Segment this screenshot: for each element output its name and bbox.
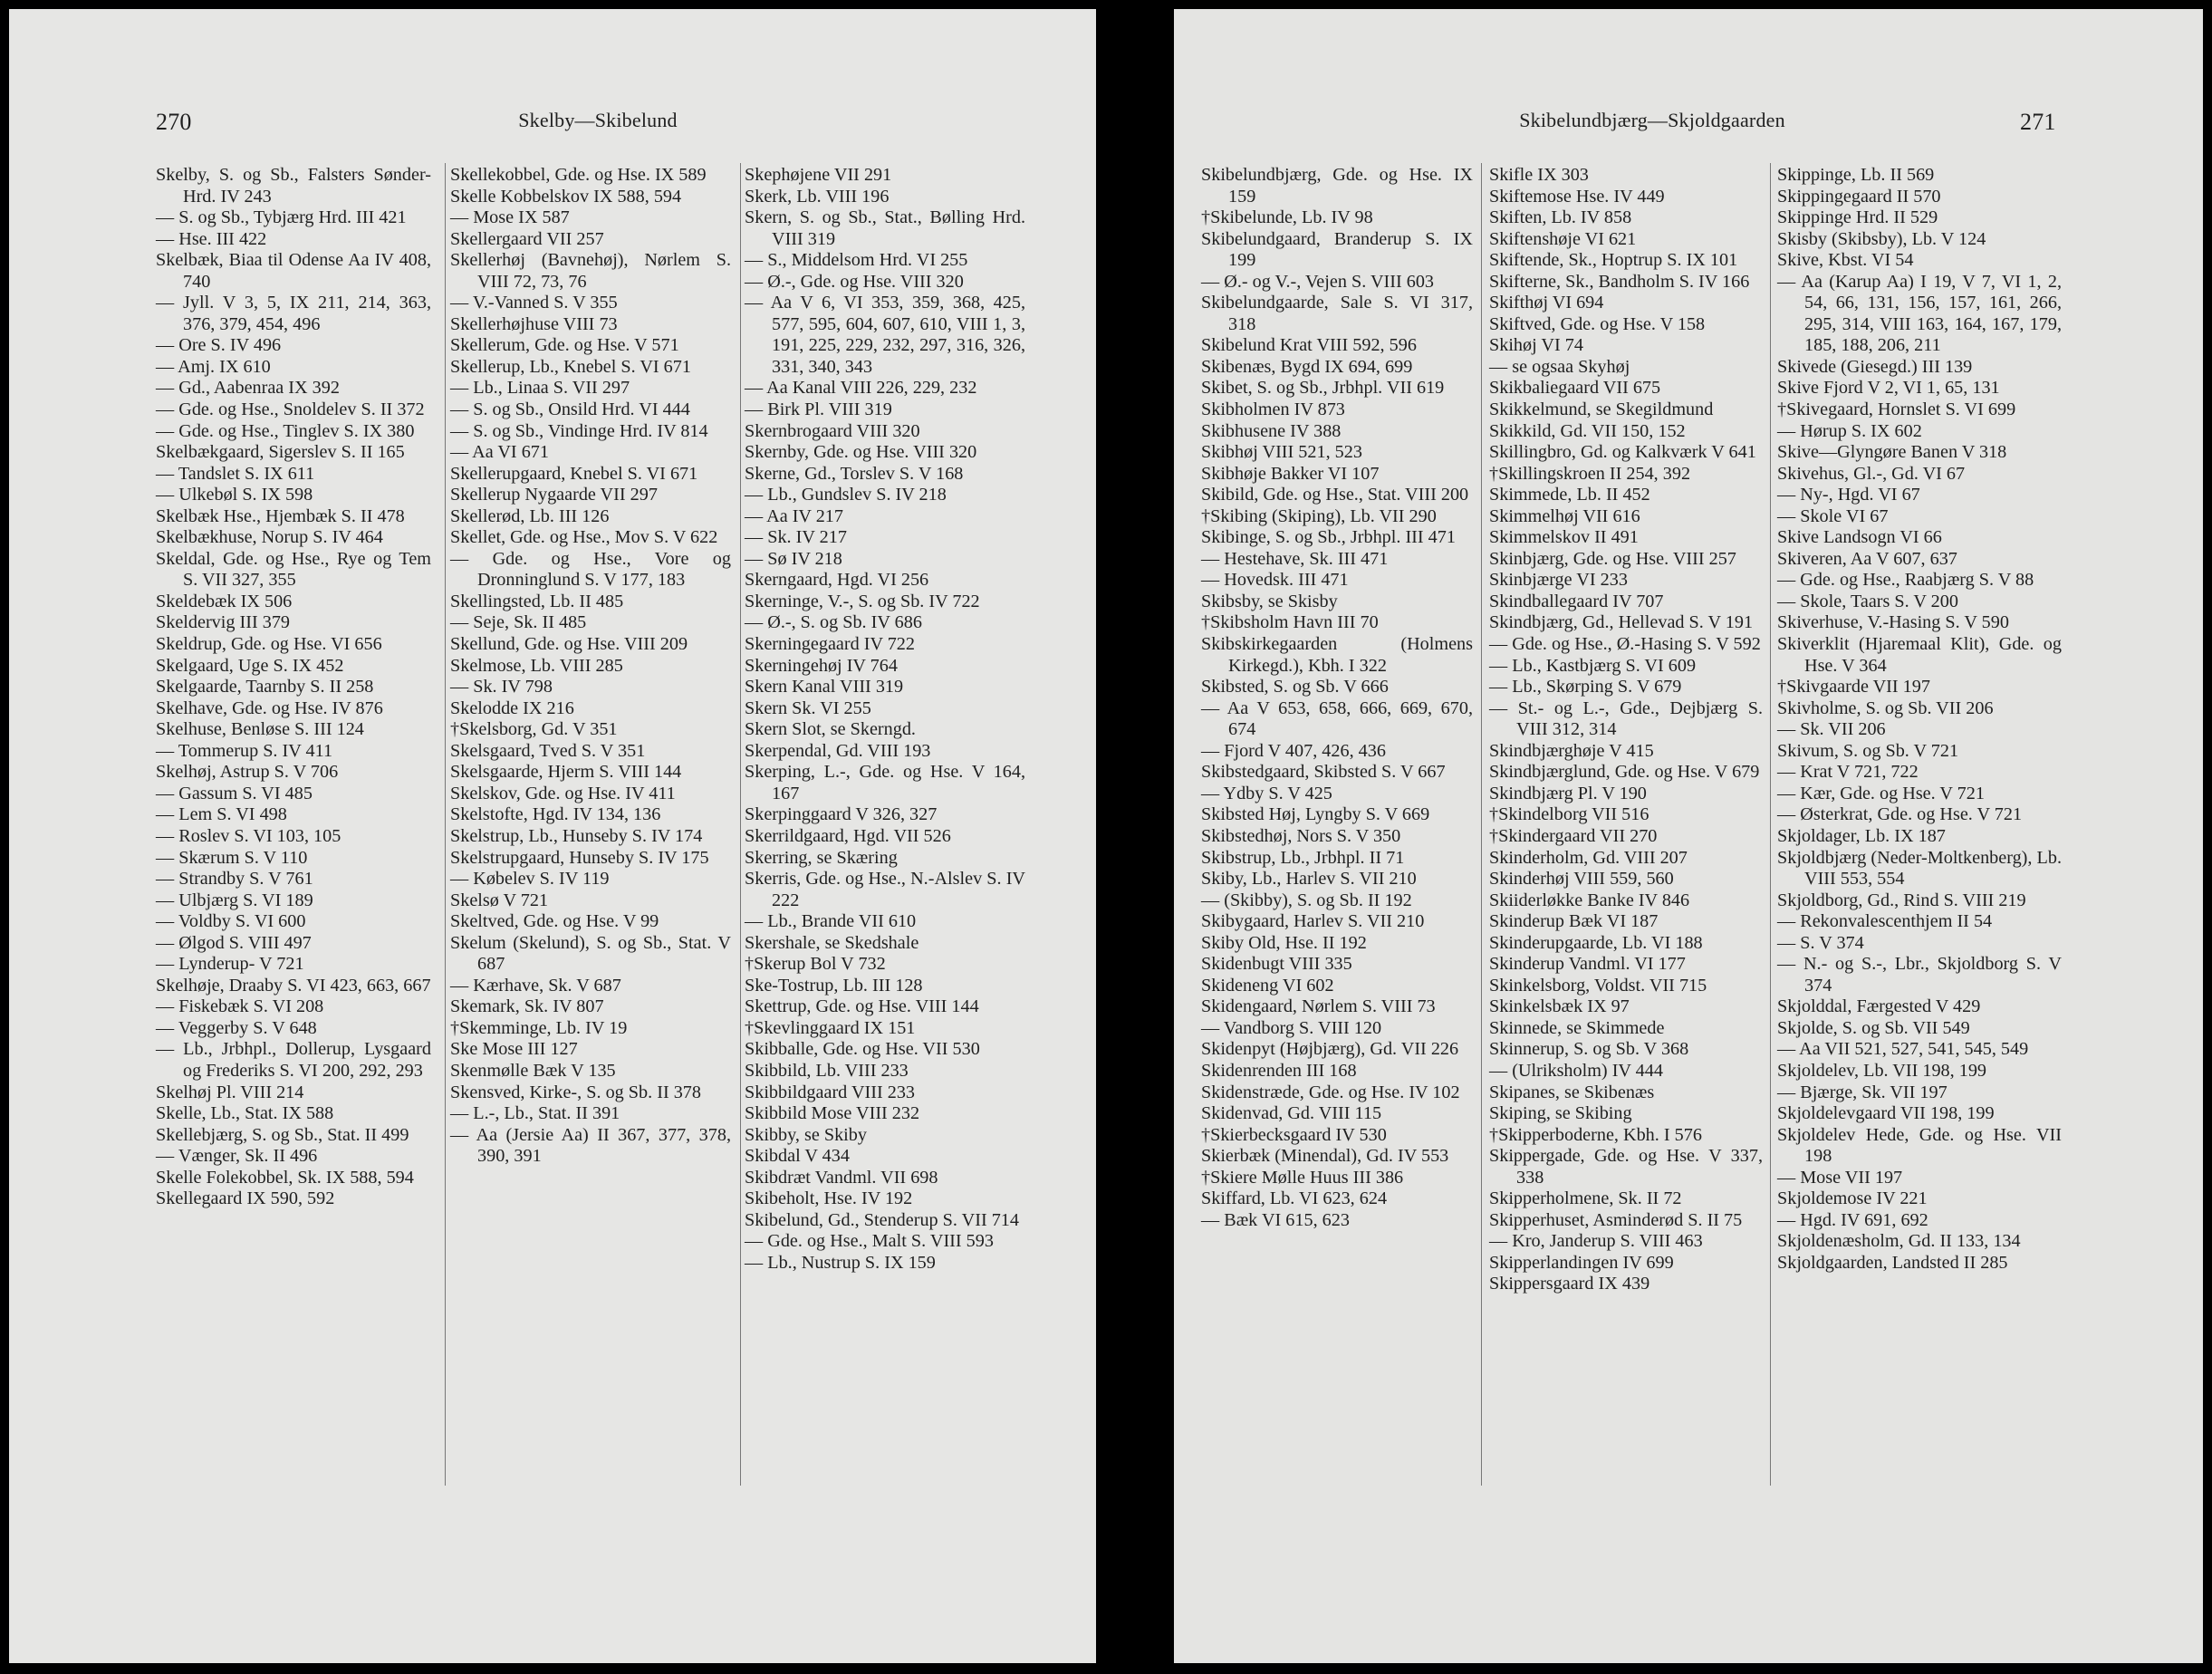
index-entry: — Mose IX 587 <box>450 207 570 228</box>
index-entry: Skjoldborg, Gd., Rind S. VIII 219 <box>1777 890 2026 910</box>
index-entry: Skjoldager, Lb. IX 187 <box>1777 825 1946 846</box>
index-entry: Skidengaard, Nørlem S. VIII 73 <box>1201 996 1436 1017</box>
index-entry: Skershale, se Skedshale <box>745 932 919 953</box>
index-entry: — Aa V 653, 658, 666, 669, 670, 674 <box>1201 698 1473 740</box>
index-entry: Skisby (Skibsby), Lb. V 124 <box>1777 228 1986 249</box>
index-entry: — S. og Sb., Vindinge Hrd. IV 814 <box>450 420 708 441</box>
index-entry: Skikbaliegaard VII 675 <box>1489 378 1661 399</box>
index-entry: Skibdræt Vandml. VII 698 <box>745 1167 938 1188</box>
index-entry: †Skiere Mølle Huus III 386 <box>1201 1167 1404 1188</box>
index-entry: Skibsby, se Skisby <box>1201 591 1338 611</box>
index-entry: — Gde. og Hse., Vore og Dronninglund S. V 177, 183 <box>450 548 731 591</box>
index-entry: — Ø.-, Gde. og Hse. VIII 320 <box>745 271 964 292</box>
index-entry: — Sk. VII 206 <box>1777 719 1886 740</box>
index-entry: Skelgaarde, Taarnby S. II 258 <box>156 677 374 698</box>
index-entry: — Skole VI 67 <box>1777 505 1889 526</box>
index-entry: Skern Sk. VI 255 <box>745 698 871 718</box>
index-entry: †Skipperboderne, Kbh. I 576 <box>1489 1124 1702 1145</box>
running-head: Skelby—Skibelund <box>518 109 678 131</box>
index-entry: Skinnede, se Skimmede <box>1489 1017 1665 1038</box>
index-entry: — Gde. og Hse., Ø.-Hasing S. V 592 <box>1489 634 1761 655</box>
index-entry: — Gde. og Hse., Raabjærg S. V 88 <box>1777 570 2034 591</box>
index-entry: — V.-Vanned S. V 355 <box>450 293 618 313</box>
index-entry: Ske-Tostrup, Lb. III 128 <box>745 975 923 996</box>
index-entry: Skibelundgaarde, Sale S. VI 317, 318 <box>1201 293 1473 334</box>
index-entry: Skibelundgaard, Branderup S. IX 199 <box>1201 228 1473 271</box>
index-entry: Skive Fjord V 2, VI 1, 65, 131 <box>1777 378 2000 399</box>
index-entry: Skiftenshøje VI 621 <box>1489 228 1637 249</box>
index-entry: Skelsgaarde, Hjerm S. VIII 144 <box>450 762 682 783</box>
index-entry: — Hørup S. IX 602 <box>1777 420 1922 441</box>
index-entry: Skettrup, Gde. og Hse. VIII 144 <box>745 996 979 1017</box>
index-entry: Skelbækgaard, Sigerslev S. II 165 <box>156 442 405 463</box>
index-entry: Skierbæk (Minendal), Gd. IV 553 <box>1201 1146 1449 1167</box>
index-entry: Skellund, Gde. og Hse. VIII 209 <box>450 634 688 655</box>
left-page <box>9 9 1096 1663</box>
index-entry: Skinkelsborg, Voldst. VII 715 <box>1489 975 1707 996</box>
index-entry: Skibbildgaard VIII 233 <box>745 1082 916 1102</box>
index-entry: Skelstofte, Hgd. IV 134, 136 <box>450 804 661 825</box>
index-entry: — Hgd. IV 691, 692 <box>1777 1209 1928 1230</box>
index-entry: — Lem S. VI 498 <box>156 804 287 825</box>
index-entry: Skibenæs, Bygd IX 694, 699 <box>1201 356 1413 377</box>
index-entry: †Skerup Bol V 732 <box>745 954 886 975</box>
index-entry: †Skillingskroen II 254, 392 <box>1489 463 1691 484</box>
index-entry: Skiftved, Gde. og Hse. V 158 <box>1489 313 1706 334</box>
index-entry: Skern Kanal VIII 319 <box>745 677 904 698</box>
index-entry: Skerring, se Skæring <box>745 847 898 868</box>
index-entry: — (Ulriksholm) IV 444 <box>1489 1060 1663 1081</box>
index-entry: Skiftende, Sk., Hoptrup S. IX 101 <box>1489 250 1738 271</box>
index-entry: Skive Landsogn VI 66 <box>1777 527 1942 548</box>
index-entry: — Aa Kanal VIII 226, 229, 232 <box>745 378 977 399</box>
index-entry: — Mose VII 197 <box>1777 1167 1903 1188</box>
index-entry: †Skibsholm Havn III 70 <box>1201 612 1379 633</box>
index-entry: — Aa VI 671 <box>450 442 549 463</box>
index-entry: Skiby Old, Hse. II 192 <box>1201 932 1367 953</box>
index-entry: Skiftemose Hse. IV 449 <box>1489 186 1665 207</box>
index-entry: Skeltved, Gde. og Hse. V 99 <box>450 911 659 932</box>
index-entry: Skern Slot, se Skerngd. <box>745 719 916 740</box>
index-entry: — Aa (Karup Aa) I 19, V 7, VI 1, 2, 54, 66, 131, 156, 157, 161, 266, 295, 314, VIII 163, 164, 167, 179, 185, 188, 206, 211 <box>1777 271 2062 356</box>
index-entry: Skerne, Gd., Torslev S. V 168 <box>745 463 964 484</box>
index-entry: — Ore S. IV 496 <box>156 335 282 356</box>
index-entry: †Skindergaard VII 270 <box>1489 825 1658 846</box>
index-entry: — Lb., Kastbjærg S. VI 609 <box>1489 655 1697 676</box>
index-entry: Skelhøje, Draaby S. VI 423, 663, 667 <box>156 975 431 996</box>
index-entry: — Skærum S. V 110 <box>156 847 308 868</box>
index-entry: — Kærhave, Sk. V 687 <box>450 975 621 996</box>
index-entry: Skibelund, Gd., Stenderup S. VII 714 <box>745 1209 1019 1230</box>
index-entry: Skipanes, se Skibenæs <box>1489 1082 1655 1102</box>
index-entry: Skibbild, Lb. VIII 233 <box>745 1060 909 1081</box>
index-entry: — St.- og L.-, Gde., Dejbjærg S. VIII 312, 314 <box>1489 698 1763 740</box>
index-entry: Skidenrenden III 168 <box>1201 1060 1357 1081</box>
index-entry: — Lb., Brande VII 610 <box>745 911 917 932</box>
index-entry: — Lb., Linaa S. VII 297 <box>450 378 630 399</box>
index-entry: Skindbjærg Pl. V 190 <box>1489 783 1647 803</box>
index-entry: Skerninge, V.-, S. og Sb. IV 722 <box>745 591 980 611</box>
index-entry: — Lb., Jrbhpl., Dollerup, Lysgaard og Frederiks S. VI 200, 292, 293 <box>156 1039 431 1081</box>
index-entry: †Skibing (Skiping), Lb. VII 290 <box>1201 505 1437 526</box>
index-entry: — S. V 374 <box>1777 932 1864 953</box>
index-entry: Skern, S. og Sb., Stat., Bølling Hrd. VIII 319 <box>745 207 1025 249</box>
index-entry: — Birk Pl. VIII 319 <box>745 399 892 420</box>
index-entry: — (Skibby), S. og Sb. II 192 <box>1201 890 1412 910</box>
column-rule <box>1481 163 1482 1486</box>
index-entry: Skindbjærghøje V 415 <box>1489 740 1654 761</box>
index-entry: Skimmede, Lb. II 452 <box>1489 485 1650 505</box>
index-entry: — Lb., Skørping S. V 679 <box>1489 677 1682 698</box>
index-entry: Skelmose, Lb. VIII 285 <box>450 655 623 676</box>
index-entry: Skippersgaard IX 439 <box>1489 1274 1650 1294</box>
index-entry: Skinnerup, S. og Sb. V 368 <box>1489 1039 1689 1060</box>
index-entry: — Bæk VI 615, 623 <box>1201 1209 1350 1230</box>
index-entry: — Ø.-, S. og Sb. IV 686 <box>745 612 922 633</box>
index-entry: Skikkild, Gd. VII 150, 152 <box>1489 420 1686 441</box>
index-column <box>450 165 731 1168</box>
index-entry: Skelbækhuse, Norup S. IV 464 <box>156 527 383 548</box>
index-entry: Skjoldenæsholm, Gd. II 133, 134 <box>1777 1231 2021 1252</box>
index-entry: †Skivegaard, Hornslet S. VI 699 <box>1777 399 2016 420</box>
index-entry: Skinderhøj VIII 559, 560 <box>1489 869 1674 890</box>
index-entry: Skiveren, Aa V 607, 637 <box>1777 548 1957 569</box>
index-entry: — Gde. og Hse., Tinglev S. IX 380 <box>156 420 415 441</box>
index-entry: Skelbæk, Biaa til Odense Aa IV 408, 740 <box>156 250 431 292</box>
column-rule <box>1770 163 1771 1486</box>
index-entry: Skjoldelevgaard VII 198, 199 <box>1777 1103 1995 1124</box>
index-entry: Skellerupgaard, Knebel S. VI 671 <box>450 463 698 484</box>
index-entry: — Sk. IV 217 <box>745 527 847 548</box>
index-entry: — Hestehave, Sk. III 471 <box>1201 548 1389 569</box>
index-entry: †Skelsborg, Gd. V 351 <box>450 719 618 740</box>
index-entry: — Sø IV 218 <box>745 548 842 569</box>
index-entry: — Strandby S. V 761 <box>156 869 313 890</box>
index-entry: — Bjærge, Sk. VII 197 <box>1777 1082 1948 1102</box>
index-entry: Skjoldbjærg (Neder-Moltkenberg), Lb. VIII 553, 554 <box>1777 847 2062 890</box>
index-entry: — Skole, Taars S. V 200 <box>1777 591 1958 611</box>
index-entry: Skivehus, Gl.-, Gd. VI 67 <box>1777 463 1966 484</box>
index-column <box>745 165 1025 1274</box>
index-entry: †Skevlinggaard IX 151 <box>745 1017 916 1038</box>
index-entry: Skibhøje Bakker VI 107 <box>1201 463 1380 484</box>
index-entry: Skelodde IX 216 <box>450 698 574 718</box>
index-entry: — Ydby S. V 425 <box>1201 783 1332 803</box>
index-column <box>1489 165 1763 1295</box>
index-entry: Skillingbro, Gd. og Kalkværk V 641 <box>1489 442 1756 463</box>
index-entry: †Skindelborg VII 516 <box>1489 804 1649 825</box>
index-entry: Skelhøj, Astrup S. V 706 <box>156 762 339 783</box>
index-entry: Skivede (Giesegd.) III 139 <box>1777 356 1973 377</box>
index-entry: Skivholme, S. og Sb. VII 206 <box>1777 698 1994 718</box>
index-entry: — Seje, Sk. II 485 <box>450 612 587 633</box>
index-entry: — N.- og S.-, Lbr., Skjoldborg S. V 374 <box>1777 954 2062 996</box>
index-entry: Skjolde, S. og Sb. VII 549 <box>1777 1017 1970 1038</box>
index-entry: Skinderholm, Gd. VIII 207 <box>1489 847 1688 868</box>
index-entry: Skibhusene IV 388 <box>1201 420 1342 441</box>
index-entry: Skibby, se Skiby <box>745 1124 867 1145</box>
index-entry: — Roslev S. VI 103, 105 <box>156 825 341 846</box>
index-entry: — Kær, Gde. og Hse. V 721 <box>1777 783 1985 803</box>
index-entry: — se ogsaa Skyhøj <box>1489 356 1630 377</box>
index-entry: Skidenvad, Gd. VIII 115 <box>1201 1103 1382 1124</box>
index-entry: Skindbjærglund, Gde. og Hse. V 679 <box>1489 762 1760 783</box>
index-column <box>156 165 431 1210</box>
index-entry: Skernbrogaard VIII 320 <box>745 420 920 441</box>
index-entry: Skellebjærg, S. og Sb., Stat. II 499 <box>156 1124 409 1145</box>
index-entry: Ske Mose III 127 <box>450 1039 578 1060</box>
index-entry: Skeldal, Gde. og Hse., Rye og Tem S. VII 327, 355 <box>156 548 431 591</box>
index-entry: Skerrildgaard, Hgd. VII 526 <box>745 825 951 846</box>
page-number: 271 <box>2020 109 2056 135</box>
index-entry: Skjoldelev Hede, Gde. og Hse. VII 198 <box>1777 1124 2062 1167</box>
index-entry: Skellingsted, Lb. II 485 <box>450 591 624 611</box>
index-entry: Skibballe, Gde. og Hse. VII 530 <box>745 1039 980 1060</box>
index-entry: — Aa V 6, VI 353, 359, 368, 425, 577, 595, 604, 607, 610, VIII 1, 3, 191, 225, 229, 232, 297, 316, 326, 331, 340, 343 <box>745 293 1025 377</box>
index-entry: Skerpinggaard V 326, 327 <box>745 804 938 825</box>
index-entry: — Købelev S. IV 119 <box>450 869 610 890</box>
index-entry: — Lynderup- V 721 <box>156 954 304 975</box>
index-entry: Skerningegaard IV 722 <box>745 634 915 655</box>
index-entry: Skindbjærg, Gd., Hellevad S. V 191 <box>1489 612 1754 633</box>
index-entry: — Gde. og Hse., Snoldelev S. II 372 <box>156 399 425 420</box>
page-number: 270 <box>156 109 192 135</box>
index-column <box>1201 165 1473 1231</box>
index-entry: — Veggerby S. V 648 <box>156 1017 317 1038</box>
index-entry: Skeldrup, Gde. og Hse. VI 656 <box>156 634 382 655</box>
index-entry: Skiffard, Lb. VI 623, 624 <box>1201 1188 1388 1209</box>
index-entry: Skibstedgaard, Skibsted S. V 667 <box>1201 762 1446 783</box>
index-entry: Skihøj VI 74 <box>1489 335 1583 356</box>
index-entry: Skibild, Gde. og Hse., Stat. VIII 200 <box>1201 485 1469 505</box>
index-entry: Skiverklit (Hjaremaal Klit), Gde. og Hse. V 364 <box>1777 634 2062 676</box>
index-entry: Skellerhøjhuse VIII 73 <box>450 313 618 334</box>
index-entry: — Fjord V 407, 426, 436 <box>1201 740 1386 761</box>
index-entry: Skiiderløkke Banke IV 846 <box>1489 890 1690 910</box>
index-entry: — Ølgod S. VIII 497 <box>156 932 312 953</box>
index-entry: Skelum (Skelund), S. og Sb., Stat. V 687 <box>450 932 731 975</box>
index-entry: Skinderupgaarde, Lb. VI 188 <box>1489 932 1703 953</box>
index-entry: — Aa (Jersie Aa) II 367, 377, 378, 390, 391 <box>450 1124 731 1167</box>
index-entry: Skifle IX 303 <box>1489 165 1589 185</box>
index-entry: Skernby, Gde. og Hse. VIII 320 <box>745 442 977 463</box>
index-entry: Skinkelsbæk IX 97 <box>1489 996 1630 1017</box>
index-entry: Skippingegaard II 570 <box>1777 186 1941 207</box>
index-entry: Skibbild Mose VIII 232 <box>745 1103 920 1124</box>
index-entry: Skippinge Hrd. II 529 <box>1777 207 1938 228</box>
index-entry: Skidenstræde, Gde. og Hse. IV 102 <box>1201 1082 1460 1102</box>
index-entry: Skifterne, Sk., Bandholm S. IV 166 <box>1489 271 1750 292</box>
index-entry: — Aa IV 217 <box>745 505 843 526</box>
index-entry: — Ny-, Hgd. VI 67 <box>1777 485 1920 505</box>
index-entry: Skenmølle Bæk V 135 <box>450 1060 616 1081</box>
index-entry: Skellerup, Lb., Knebel S. VI 671 <box>450 356 691 377</box>
index-entry: Skelle, Lb., Stat. IX 588 <box>156 1103 334 1124</box>
index-entry: — Vandborg S. VIII 120 <box>1201 1017 1382 1038</box>
running-head: Skibelundbjærg—Skjoldgaarden <box>1519 109 1785 131</box>
index-entry: Skellerød, Lb. III 126 <box>450 505 610 526</box>
index-entry: Skibstrup, Lb., Jrbhpl. II 71 <box>1201 847 1405 868</box>
index-entry: Skellerum, Gde. og Hse. V 571 <box>450 335 679 356</box>
index-entry: — Tommerup S. IV 411 <box>156 740 333 761</box>
index-entry: Skibhøj VIII 521, 523 <box>1201 442 1362 463</box>
index-entry: †Skemminge, Lb. IV 19 <box>450 1017 628 1038</box>
index-entry: Skerping, L.-, Gde. og Hse. V 164, 167 <box>745 762 1025 803</box>
index-entry: Skeldervig III 379 <box>156 612 291 633</box>
index-entry: Skjoldemose IV 221 <box>1777 1188 1928 1209</box>
index-entry: Skelhøj Pl. VIII 214 <box>156 1082 304 1102</box>
index-entry: Skipperlandingen IV 699 <box>1489 1252 1674 1273</box>
column-rule <box>740 163 741 1486</box>
index-entry: — S. og Sb., Onsild Hrd. VI 444 <box>450 399 690 420</box>
index-entry: Skephøjene VII 291 <box>745 165 892 185</box>
index-entry: Skibet, S. og Sb., Jrbhpl. VII 619 <box>1201 378 1445 399</box>
index-entry: — Hse. III 422 <box>156 228 267 249</box>
index-entry: Skelbæk Hse., Hjembæk S. II 478 <box>156 505 405 526</box>
index-entry: Skibeholt, Hse. IV 192 <box>745 1188 913 1209</box>
index-entry: Skelle Folekobbel, Sk. IX 588, 594 <box>156 1167 414 1188</box>
index-entry: Skelhuse, Benløse S. III 124 <box>156 719 364 740</box>
index-entry: — Vænger, Sk. II 496 <box>156 1146 318 1167</box>
index-entry: Skibdal V 434 <box>745 1146 850 1167</box>
index-entry: — Krat V 721, 722 <box>1777 762 1919 783</box>
index-entry: — Sk. IV 798 <box>450 677 553 698</box>
index-entry: — Rekonvalescenthjem II 54 <box>1777 911 1993 932</box>
index-entry: Skibsted, S. og Sb. V 666 <box>1201 677 1389 698</box>
index-entry: Skensved, Kirke-, S. og Sb. II 378 <box>450 1082 701 1102</box>
index-entry: — Ulbjærg S. VI 189 <box>156 890 313 910</box>
index-entry: — Ø.- og V.-, Vejen S. VIII 603 <box>1201 271 1435 292</box>
index-entry: Skelstrupgaard, Hunseby S. IV 175 <box>450 847 709 868</box>
index-entry: Skifthøj VI 694 <box>1489 293 1604 313</box>
index-entry: Skerris, Gde. og Hse., N.-Alslev S. IV 222 <box>745 869 1025 910</box>
index-entry: — Voldby S. VI 600 <box>156 911 306 932</box>
index-entry: Skippinge, Lb. II 569 <box>1777 165 1935 185</box>
index-entry: Skive, Kbst. VI 54 <box>1777 250 1914 271</box>
index-entry: Skinbjærg, Gde. og Hse. VIII 257 <box>1489 548 1736 569</box>
index-entry: Skidenpyt (Højbjærg), Gd. VII 226 <box>1201 1039 1459 1060</box>
index-entry: Skimmelhøj VII 616 <box>1489 505 1640 526</box>
index-entry: — Kro, Janderup S. VIII 463 <box>1489 1231 1703 1252</box>
index-entry: Skellegaard IX 590, 592 <box>156 1188 335 1209</box>
index-entry: Skiverhuse, V.-Hasing S. V 590 <box>1777 612 2009 633</box>
index-entry: Skinbjærge VI 233 <box>1489 570 1628 591</box>
index-entry: †Skivgaarde VII 197 <box>1777 677 1930 698</box>
index-entry: Skellekobbel, Gde. og Hse. IX 589 <box>450 165 707 185</box>
index-column <box>1777 165 2062 1274</box>
index-entry: — Lb., Gundslev S. IV 218 <box>745 485 947 505</box>
index-entry: Skjoldgaarden, Landsted II 285 <box>1777 1252 2008 1273</box>
index-entry: Skibstedhøj, Nors S. V 350 <box>1201 825 1401 846</box>
column-rule <box>445 163 446 1486</box>
index-entry: †Skierbecksgaard IV 530 <box>1201 1124 1387 1145</box>
index-entry: Skippergade, Gde. og Hse. V 337, 338 <box>1489 1146 1763 1188</box>
index-entry: Skinderup Bæk VI 187 <box>1489 911 1659 932</box>
index-entry: Skindballegaard IV 707 <box>1489 591 1664 611</box>
index-entry: Skibinge, S. og Sb., Jrbhpl. III 471 <box>1201 527 1456 548</box>
index-entry: Skerpendal, Gd. VIII 193 <box>745 740 931 761</box>
index-entry: Skibholmen IV 873 <box>1201 399 1345 420</box>
index-entry: Skelhave, Gde. og Hse. IV 876 <box>156 698 383 718</box>
index-entry: Skelsgaard, Tved S. V 351 <box>450 740 646 761</box>
index-entry: Skelby, S. og Sb., Falsters Sønder-Hrd. IV 243 <box>156 165 431 207</box>
index-entry: Skibsted Høj, Lyngby S. V 669 <box>1201 804 1430 825</box>
book-gutter <box>1096 0 1174 1674</box>
index-entry: — Gassum S. VI 485 <box>156 783 313 803</box>
index-entry: Skibelund Krat VIII 592, 596 <box>1201 335 1417 356</box>
index-entry: — Gde. og Hse., Malt S. VIII 593 <box>745 1231 994 1252</box>
index-entry: Skellergaard VII 257 <box>450 228 604 249</box>
index-entry: †Skibelunde, Lb. IV 98 <box>1201 207 1373 228</box>
index-entry: Skipperholmene, Sk. II 72 <box>1489 1188 1682 1209</box>
index-entry: — Fiskebæk S. VI 208 <box>156 996 324 1017</box>
index-entry: Skelstrup, Lb., Hunseby S. IV 174 <box>450 825 703 846</box>
index-entry: Skelsø V 721 <box>450 890 549 910</box>
index-entry: Skellet, Gde. og Hse., Mov S. V 622 <box>450 527 718 548</box>
index-entry: — S. og Sb., Tybjærg Hrd. III 421 <box>156 207 407 228</box>
index-entry: Skideneng VI 602 <box>1201 975 1334 996</box>
index-entry: Skinderup Vandml. VI 177 <box>1489 954 1686 975</box>
index-entry: — Østerkrat, Gde. og Hse. V 721 <box>1777 804 2023 825</box>
index-entry: Skiften, Lb. IV 858 <box>1489 207 1632 228</box>
index-entry: — Amj. IX 610 <box>156 356 271 377</box>
index-entry: — Aa VII 521, 527, 541, 545, 549 <box>1777 1039 2029 1060</box>
index-entry: Skikkelmund, se Skegildmund <box>1489 399 1714 420</box>
index-entry: — Gd., Aabenraa IX 392 <box>156 378 340 399</box>
index-entry: Skidenbugt VIII 335 <box>1201 954 1352 975</box>
index-entry: Skerngaard, Hgd. VI 256 <box>745 570 929 591</box>
index-entry: — L.-, Lb., Stat. II 391 <box>450 1103 620 1124</box>
index-entry: Skellerup Nygaarde VII 297 <box>450 485 658 505</box>
right-page <box>1174 9 2203 1663</box>
index-entry: Skelgaard, Uge S. IX 452 <box>156 655 344 676</box>
index-entry: — S., Middelsom Hrd. VI 255 <box>745 250 968 271</box>
index-entry: Skibskirkegaarden (Holmens Kirkegd.), Kbh. I 322 <box>1201 634 1473 676</box>
index-entry: Skellerhøj (Bavnehøj), Nørlem S. VIII 72, 73, 76 <box>450 250 731 292</box>
index-entry: Skiping, se Skibing <box>1489 1103 1632 1124</box>
index-entry: Skibelundbjærg, Gde. og Hse. IX 159 <box>1201 165 1473 207</box>
index-entry: — Ulkebøl S. IX 598 <box>156 485 313 505</box>
index-entry: Skimmelskov II 491 <box>1489 527 1639 548</box>
index-entry: — Lb., Nustrup S. IX 159 <box>745 1252 936 1273</box>
index-entry: Skive—Glyngøre Banen V 318 <box>1777 442 2007 463</box>
index-entry: Skipperhuset, Asminderød S. II 75 <box>1489 1209 1743 1230</box>
index-entry: Skiby, Lb., Harlev S. VII 210 <box>1201 869 1417 890</box>
index-entry: Skelle Kobbelskov IX 588, 594 <box>450 186 682 207</box>
index-entry: Skivum, S. og Sb. V 721 <box>1777 740 1959 761</box>
index-entry: Skelskov, Gde. og Hse. IV 411 <box>450 783 676 803</box>
index-entry: Skerningehøj IV 764 <box>745 655 898 676</box>
index-entry: — Hovedsk. III 471 <box>1201 570 1349 591</box>
index-entry: — Jyll. V 3, 5, IX 211, 214, 363, 376, 379, 454, 496 <box>156 293 431 334</box>
index-entry: Skjoldelev, Lb. VII 198, 199 <box>1777 1060 1987 1081</box>
index-entry: — Tandslet S. IX 611 <box>156 463 315 484</box>
index-entry: Skibygaard, Harlev S. VII 210 <box>1201 911 1425 932</box>
index-entry: Skeldebæk IX 506 <box>156 591 293 611</box>
index-entry: Skemark, Sk. IV 807 <box>450 996 604 1017</box>
index-entry: Skjolddal, Færgested V 429 <box>1777 996 1981 1017</box>
index-entry: Skerk, Lb. VIII 196 <box>745 186 890 207</box>
